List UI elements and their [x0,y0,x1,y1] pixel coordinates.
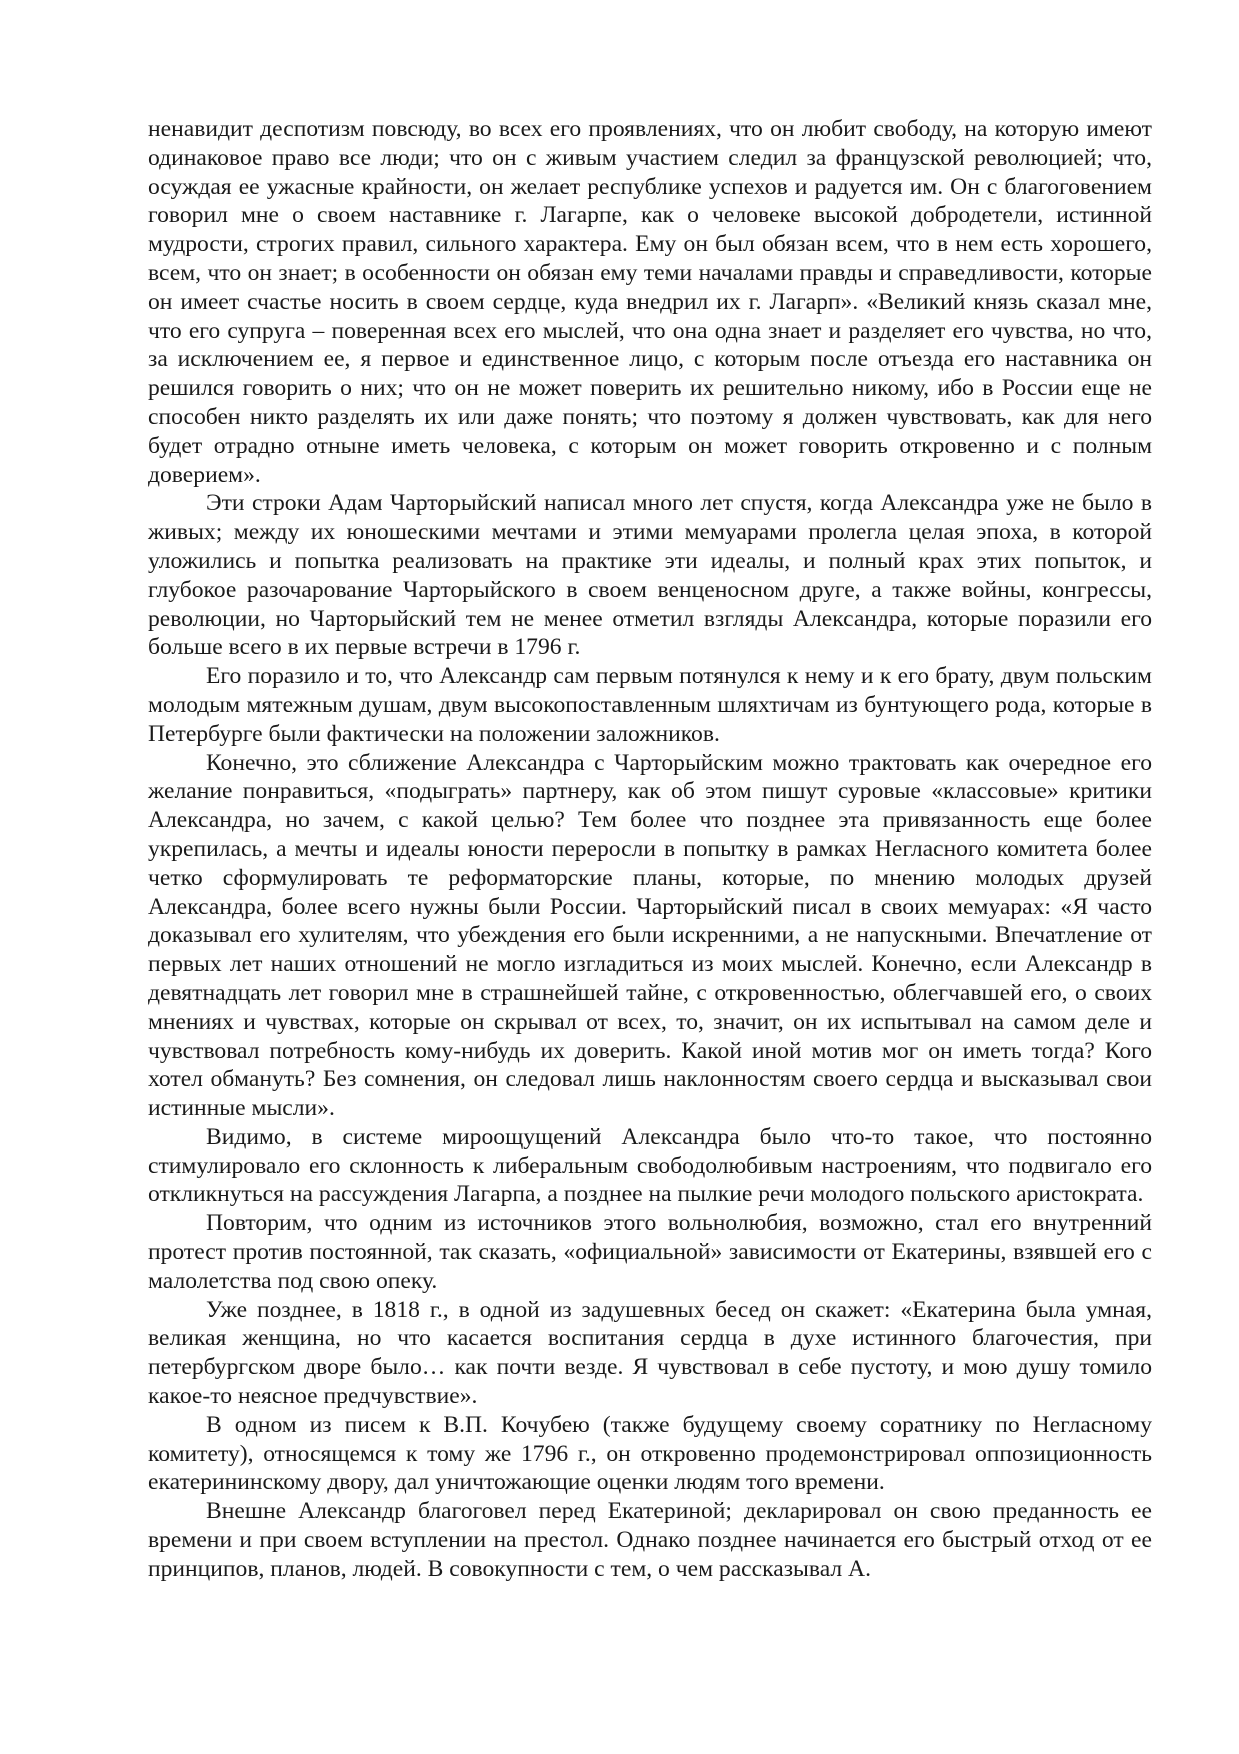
paragraph-5: Видимо, в системе мироощущений Александра было что-то такое, что постоянно стимулировало его склонность к либеральным свободолюбивым настроениям, что подвигало его откликнуться на рассуждения Лагарпа, а позднее на пылкие речи молодого польского аристократа. [148,1123,1152,1208]
paragraph-4: Конечно, это сближение Александра с Чарторыйским можно трактовать как очередное его желание понравиться, «подыграть» партнеру, как об этом пишут суровые «классовые» критики Александра, но зачем, с какой целью? Тем более что позднее эта привязанность еще более укрепилась, а мечты и идеалы юности переросли в попытку в рамках Негласного комитета более четко сформулировать те реформаторские планы, которые, по мнению молодых друзей Александра, более всего нужны были России. Чарторыйский писал в своих мемуарах: «Я часто доказывал его хулителям, что убеждения его были искренними, а не напускными. Впечатление от первых лет наших отношений не могло изгладиться из моих мыслей. Конечно, если Александр в девятнадцать лет говорил мне в страшнейшей тайне, с откровенностью, облегчавшей его, о своих мнениях и чувствах, которые он скрывал от всех, то, значит, он их испытывал на самом деле и чувствовал потребность кому-нибудь их доверить. Какой иной мотив мог он иметь тогда? Кого хотел обмануть? Без сомнения, он следовал лишь наклонностям своего сердца и высказывал свои истинные мысли». [148,749,1152,1122]
paragraph-2: Эти строки Адам Чарторыйский написал много лет спустя, когда Александра уже не было в живых; между их юношескими мечтами и этими мемуарами пролегла целая эпоха, в которой уложились и попытка реализовать на практике эти идеалы, и полный крах этих попыток, и глубокое разочарование Чарторыйского в своем венценосном друге, а также войны, конгрессы, революции, но Чарторыйский тем не менее отметил взгляды Александра, которые поразили его больше всего в их первые встречи в 1796 г. [148,490,1152,661]
paragraph-7: Уже позднее, в 1818 г., в одной из задушевных бесед он скажет: «Екатерина была умная, великая женщина, но что касается воспитания сердца в духе истинного благочестия, при петербургском дворе было… как почти везде. Я чувствовал в себе пустоту, и мою душу томило какое-то неясное предчувствие». [148,1296,1152,1410]
document-page [148,115,1152,1584]
paragraph-8: В одном из писем к В.П. Кочубею (также будущему своему соратнику по Негласному комитету), относящемся к тому же 1796 г., он откровенно продемонстрировал оппозиционность екатерининскому двору, дал уничтожающие оценки людям того времени. [148,1411,1152,1496]
paragraph-1: ненавидит деспотизм повсюду, во всех его проявлениях, что он любит свободу, на которую имеют одинаковое право все люди; что он с живым участием следил за французской революцией; что, осуждая ее ужасные крайности, он желает республике успехов и радуется им. Он с благоговением говорил мне о своем наставнике г. Лагарпе, как о человеке высокой добродетели, истинной мудрости, строгих правил, сильного характера. Ему он был обязан всем, что в нем есть хорошего, всем, что он знает; в особенности он обязан ему теми началами правды и справедливости, которые он имеет счастье носить в своем сердце, куда внедрил их г. Лагарп». «Великий князь сказал мне, что его супруга – поверенная всех его мыслей, что она одна знает и разделяет его чувства, но что, за исключением ее, я первое и единственное лицо, с которым после отъезда его наставника он решился говорить о них; что он не может поверить их решительно никому, ибо в России еще не способен никто разделять их или даже понять; что поэтому я должен чувствовать, как для него будет отрадно отныне иметь человека, с которым он может говорить откровенно и с полным доверием». [148,116,1152,488]
paragraph-3: Его поразило и то, что Александр сам первым потянулся к нему и к его брату, двум польским молодым мятежным душам, двум высокопоставленным шляхтичам из бунтующего рода, которые в Петербурге были фактически на положении заложников. [148,663,1152,747]
paragraph-6: Повторим, что одним из источников этого вольнолюбия, возможно, стал его внутренний протест против постоянной, так сказать, «официальной» зависимости от Екатерины, взявшей его с малолетства под свою опеку. [148,1210,1152,1294]
paragraph-9: Внешне Александр благоговел перед Екатериной; декларировал он свою преданность ее времени и при своем вступлении на престол. Однако позднее начинается его быстрый отход от ее принципов, планов, людей. В совокупности с тем, о чем рассказывал А. [148,1498,1152,1582]
